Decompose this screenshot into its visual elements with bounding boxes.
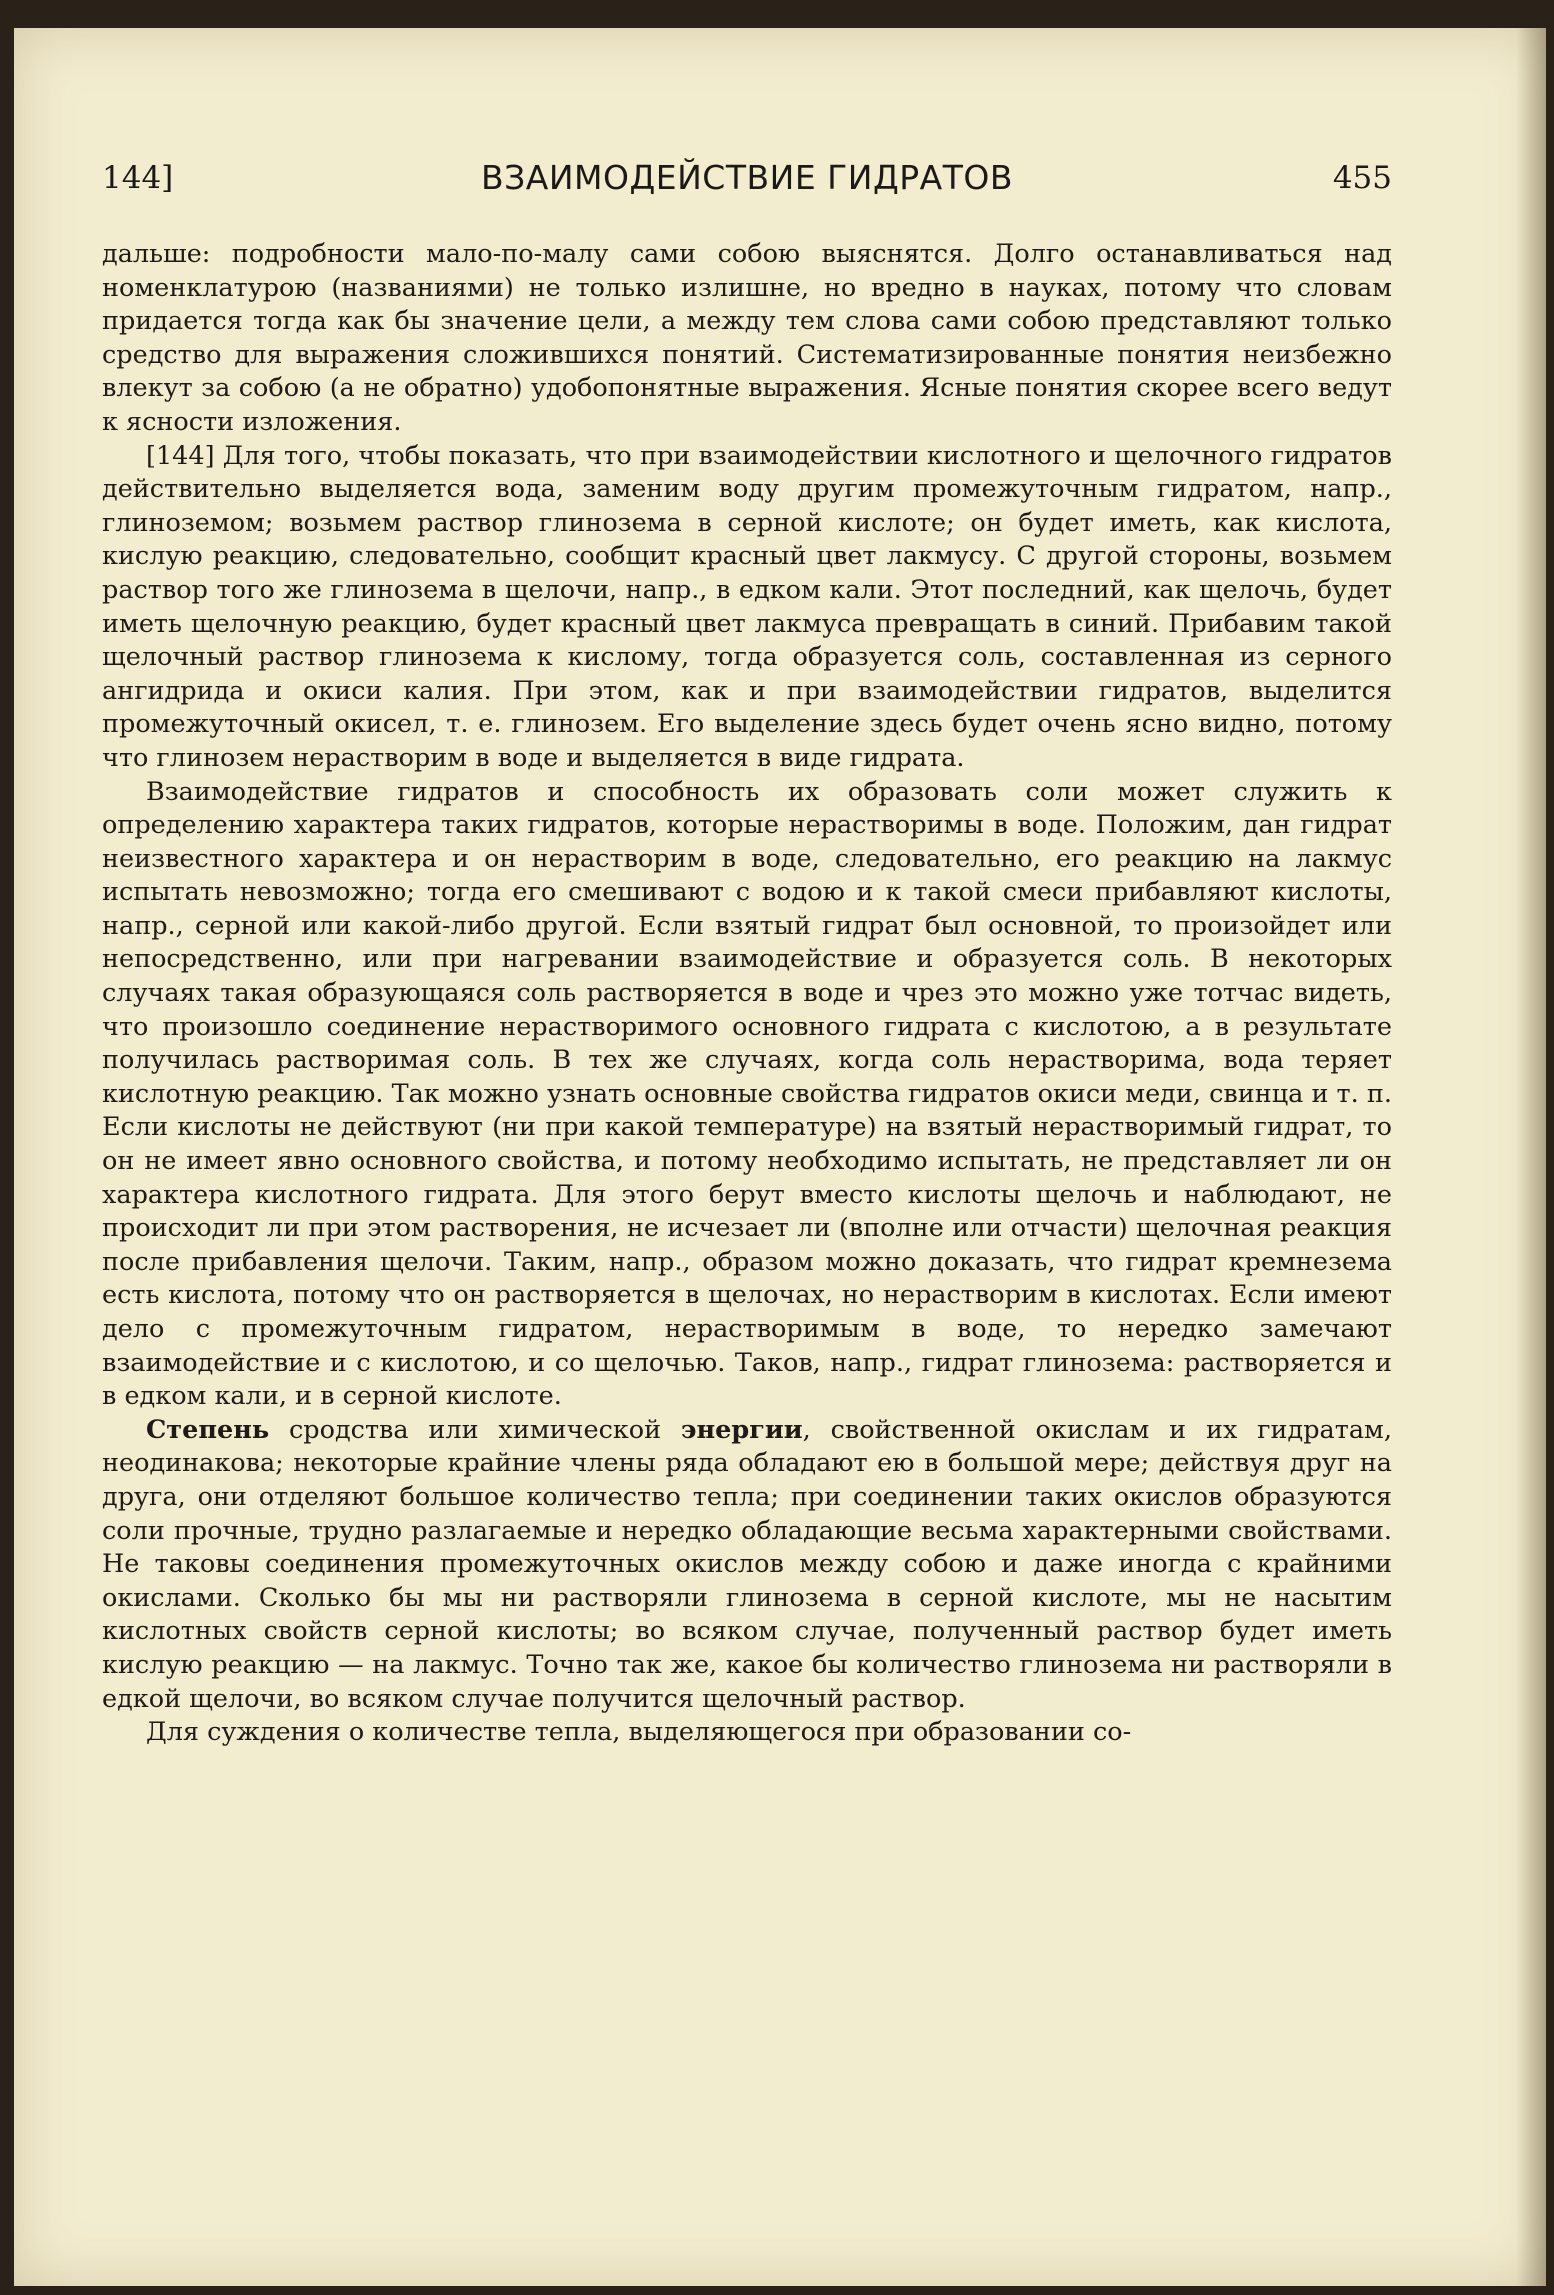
term-stepen: Степень: [146, 1414, 270, 1445]
page-header: [102, 148, 1392, 208]
paragraph-5: Для суждения о количестве тепла, выделяющегося при образовании со-: [146, 1717, 1132, 1748]
paragraph-3: Взаимодействие гидратов и способность их образовать соли может служить к определению характера таких гидратов, которые нерастворимы в воде. Положим, дан гидрат неизвестного характера и он нерастворим в воде, следовательно, его реакцию на лакмус испытать невозможно; тогда его смешивают с водою и к такой смеси прибавляют кислоты, напр., серной или какой-либо другой. Если взятый гидрат был основной, то произойдет или непосредственно, или при нагревании взаимодействие и образуется соль. В некоторых случаях такая образующаяся соль растворяется в воде и чрез это можно уже тотчас видеть, что произошло соединение нерастворимого основного гидрата с кислотою, а в результате получилась растворимая соль. В тех же случаях, когда соль нерастворима, вода теряет кислотную реакцию. Так можно узнать основные свойства гидратов окиси меди, свинца и т. п. Если кислоты не действуют (ни при какой температуре) на взятый нерастворимый гидрат, то он не имеет явно основного свойства, и потому необходимо испытать, не представляет ли он характера кислотного гидрата. Для этого берут вместо кислоты щелочь и наблюдают, не происходит ли при этом растворения, не исчезает ли (вполне или отчасти) щелочная реакция после прибавления щелочи. Таким, напр., образом можно доказать, что гидрат кремнезема есть кислота, потому что он растворяется в щелочах, но нерастворим в кислотах. Если имеют дело с промежуточным гидратом, нерастворимым в воде, то нередко замечают взаимодействие и с кислотою, и со щелочью. Таков, напр., гидрат глинозема: растворяется и в едком кали, и в серной кислоте.: [102, 776, 1392, 1412]
paragraph-4: [102, 1414, 1392, 1716]
page-number: 455: [1332, 160, 1392, 196]
page-body: [102, 238, 1392, 1750]
term-energii: энергии: [680, 1414, 803, 1445]
paragraph-4-text-b: , свойственной окислам и их гидратам, неодинакова; некоторые крайние члены ряда обладают ею в большой мере; действуя друг на друга, они отделяют большое количество тепла; при соединении таких окислов образуются соли прочные, трудно разлагаемые и нередко обладающие весьма характерными свойствами. Не таковы соединения промежуточных окислов между собою и даже иногда с крайними окислами. Сколько бы мы ни растворяли глинозема в серной кислоте, мы не насытим кислотных свойств серной кислоты; во всяком случае, полученный раствор будет иметь кислую реакцию — на лакмус. Точно так же, какое бы количество глинозема ни растворяли в едкой щелочи, во всяком случае получится щелочный раствор.: [102, 1414, 1392, 1714]
section-number: 144]: [102, 160, 174, 196]
paragraph-2: [144] Для того, чтобы показать, что при взаимодействии кислотного и щелочного гидратов действительно выделяется вода, заменим воду другим промежуточным гидратом, напр., глиноземом; возьмем раствор глинозема в серной кислоте; он будет иметь, как кислота, кислую реакцию, следовательно, сообщит красный цвет лакмусу. С другой стороны, возьмем раствор того же глинозема в щелочи, напр., в едком кали. Этот последний, как щелочь, будет иметь щелочную реакцию, будет красный цвет лакмуса превращать в синий. Прибавим такой щелочный раствор глинозема к кислому, тогда образуется соль, составленная из серного ангидрида и окиси калия. При этом, как и при взаимодействии гидратов, выделится промежуточный окисел, т. е. глинозем. Его выделение здесь будет очень ясно видно, потому что глинозем нерастворим в воде и выделяется в виде гидрата.: [102, 440, 1392, 773]
book-page: [14, 28, 1546, 2286]
running-title: ВЗАИМОДЕЙСТВИЕ ГИДРАТОВ: [480, 158, 1014, 197]
paragraph-4-text-a: сродства или химической: [269, 1414, 681, 1445]
paragraph-1: дальше: подробности мало-по-малу сами собою выяснятся. Долго останавливаться над номенклатурою (названиями) не только излишне, но вредно в науках, потому что словам придается тогда как бы значение цели, а между тем слова сами собою представляют только средство для выражения сложившихся понятий. Систематизированные понятия неизбежно влекут за собою (а не обратно) удобопонятные выражения. Ясные понятия скорее всего ведут к ясности изложения.: [102, 239, 1392, 437]
